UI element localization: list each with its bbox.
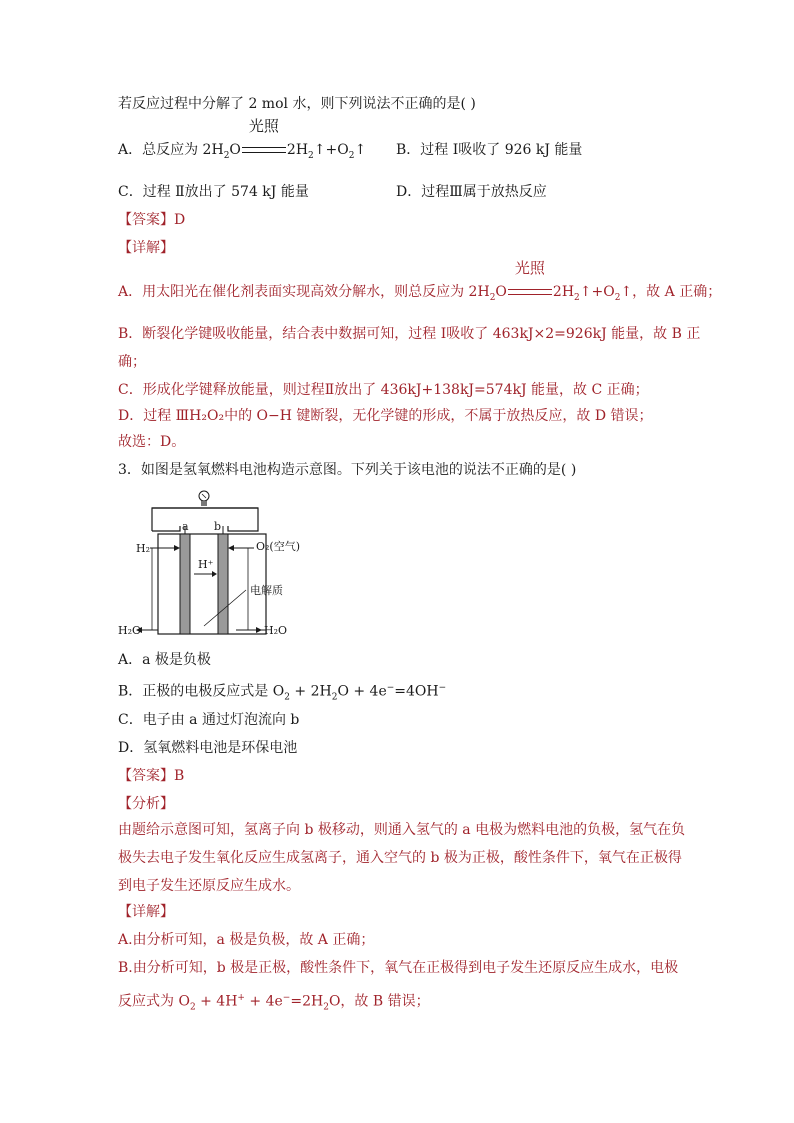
h2-inlet-label: H₂	[136, 542, 151, 555]
q2-option-a-text: A．总反应为 2H	[118, 142, 224, 158]
q3-option-b-rest: + 2H	[289, 683, 332, 700]
q3-option-b-rest2: O + 4e	[337, 683, 387, 700]
q3-detail-b-mid2: + 4e	[244, 993, 283, 1010]
q3-analysis-heading: 【分析】	[118, 796, 174, 812]
hplus-label: H⁺	[198, 558, 214, 571]
fuel-cell-diagram	[118, 486, 418, 646]
q3-option-a: A．a 极是负极	[118, 652, 211, 668]
q2-detail-d: D．过程 ⅢH₂O₂中的 O−H 键断裂，无化学键的形成，不属于放热反应，故 D 错误；	[118, 408, 653, 424]
q3-analysis-line2: 极失去电子发生氧化反应生成氢离子，通入空气的 b 极为正极，酸性条件下，氧气在正极得	[118, 850, 682, 866]
h2o-left-label: H₂O	[118, 624, 142, 637]
label-b: b	[214, 520, 222, 533]
q2-option-a-prod2: ↑+O	[313, 142, 349, 158]
q3-option-b-text: B．正极的电极反应式是 O	[118, 683, 285, 700]
q3-detail-heading: 【详解】	[118, 904, 174, 920]
q3-answer: 【答案】B	[118, 768, 185, 784]
q2-detail-b-line2: 确；	[118, 354, 146, 370]
q3-detail-b-mid: + 4H	[195, 993, 238, 1010]
h2o-right-label: H₂O	[264, 624, 288, 637]
q3-detail-b-mid4: O，故 B 错误；	[328, 993, 430, 1010]
q2-detail-c: C．形成化学键释放能量，则过程Ⅱ放出了 436kJ+138kJ=574kJ 能量，故 C 正确；	[118, 382, 649, 398]
q2-option-a: A．总反应为 $2H_2O$ 光照 $2H_2↑+O_2↑$	[118, 117, 367, 161]
q2-option-a-prod3: ↑	[354, 142, 367, 158]
q3-option-b-rest3: =4OH	[394, 683, 439, 700]
q3-detail-b-prefix: 反应式为 O	[118, 993, 190, 1010]
electrode-b	[218, 534, 228, 634]
q2-answer: 【答案】D	[118, 212, 186, 228]
q2-detail-a-text: A．用太阳光在催化剂表面实现高效分解水，则总反应为 2H	[118, 284, 490, 300]
light-label: 光照	[248, 117, 279, 135]
q2-option-b: B．过程 Ⅰ吸收了 926 kJ 能量	[396, 142, 583, 158]
electrolyte-label: 电解质	[250, 584, 283, 597]
o2-inlet-label: O₂(空气)	[256, 540, 301, 553]
q2-stem: 若反应过程中分解了 2 mol 水，则下列说法不正确的是( )	[118, 96, 476, 112]
light-condition-detail	[507, 259, 553, 302]
label-a: a	[182, 520, 189, 533]
q2-choose: 故选：D。	[118, 434, 186, 450]
q3-stem: 3．如图是氢氧燃料电池构造示意图。下列关于该电池的说法不正确的是( )	[118, 462, 577, 478]
q2-option-c: C．过程 Ⅱ放出了 574 kJ 能量	[118, 184, 309, 200]
q2-detail-a: A．用太阳光在催化剂表面实现高效分解水，则总反应为 $2H_2O$ 光照 $2H_2↑+O_2↑$，故 A 正确；	[118, 259, 722, 303]
light-label-detail: 光照	[514, 259, 545, 277]
q3-detail-a: A.由分析可知，a 极是负极，故 A 正确；	[118, 932, 375, 948]
q2-option-a-o: O	[229, 142, 241, 158]
light-condition	[241, 117, 287, 160]
q2-detail-heading: 【详解】	[118, 240, 174, 256]
q3-option-b: B．正极的电极反应式是 $O_2 + 2H_2O + 4e^-=4OH^-$	[118, 683, 447, 703]
q3-detail-b-mid3: =2H	[290, 993, 324, 1010]
q3-detail-b-line1: B.由分析可知，b 极是正极，酸性条件下，氧气在正极得到电子发生还原反应生成水，电极	[118, 960, 679, 976]
q3-detail-b-line2: 反应式为 $O_2 + 4H^+ + 4e^-=2H_2O$，故 B 错误；	[118, 993, 430, 1013]
q2-option-d: D．过程Ⅲ属于放热反应	[396, 184, 547, 200]
electrode-a	[180, 534, 190, 634]
q3-option-d: D．氢氧燃料电池是环保电池	[118, 740, 298, 756]
q3-analysis-line1: 由题给示意图可知，氢离子向 b 极移动，则通入氢气的 a 电极为燃料电池的负极，氢气在负	[118, 822, 686, 838]
q3-option-c: C．电子由 a 通过灯泡流向 b	[118, 712, 300, 728]
q2-detail-b-line1: B．断裂化学键吸收能量，结合表中数据可知，过程 Ⅰ吸收了 463kJ×2=926kJ 能量，故 B 正	[118, 326, 701, 342]
q3-analysis-line3: 到电子发生还原反应生成水。	[118, 878, 300, 894]
bulb-icon	[199, 491, 209, 506]
q2-detail-a-suffix: ↑，故 A 正确；	[620, 284, 722, 300]
q2-option-a-prod: 2H	[286, 142, 309, 158]
